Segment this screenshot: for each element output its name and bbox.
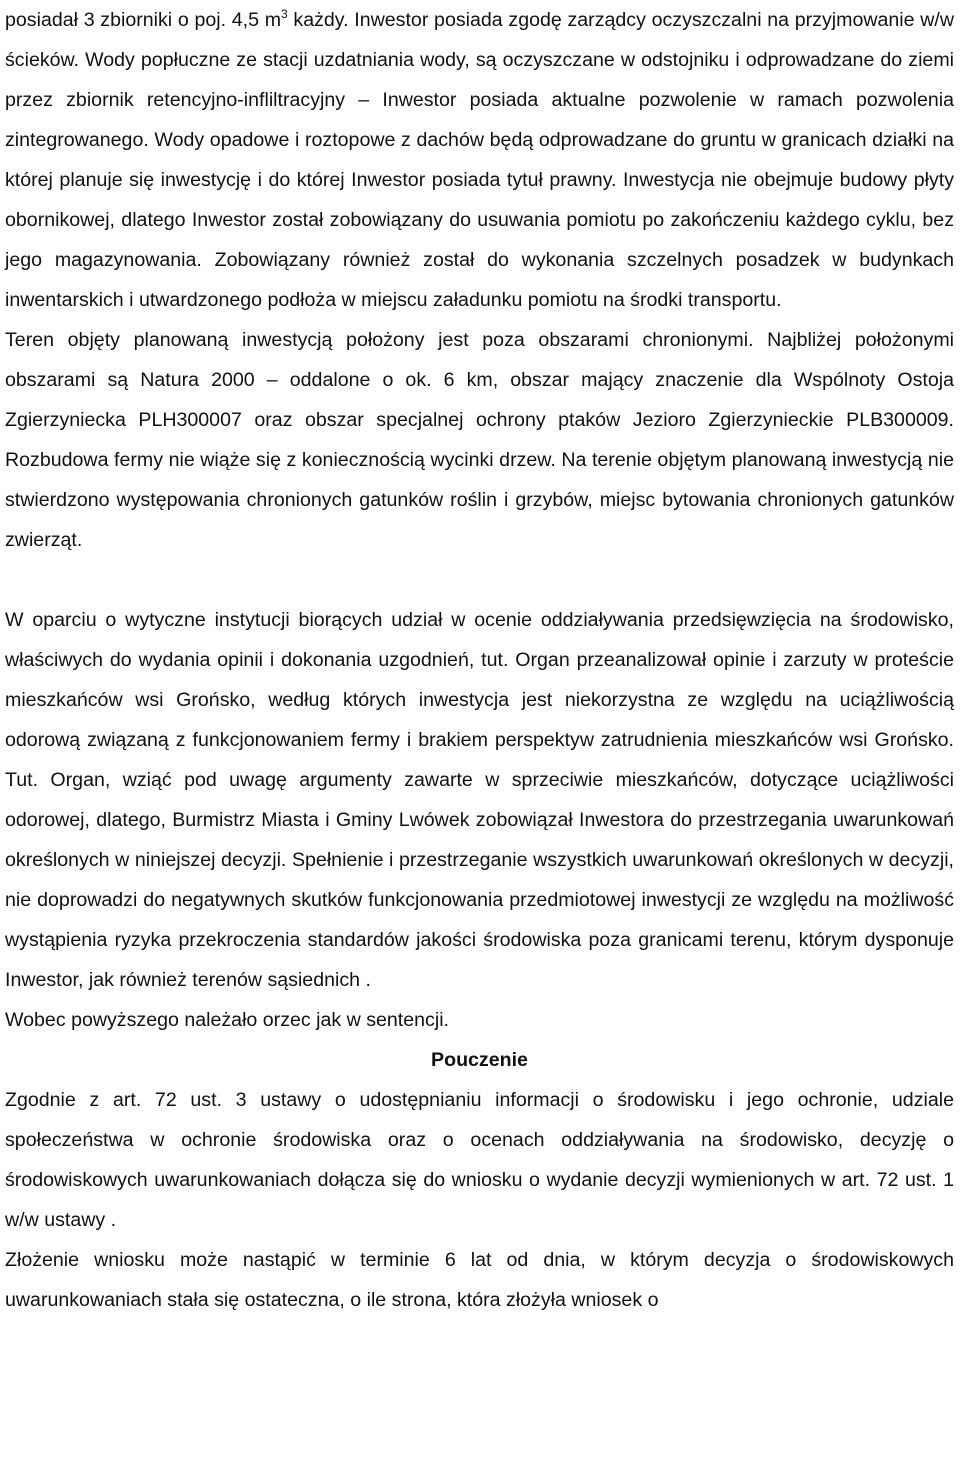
paragraph-instruction: Zgodnie z art. 72 ust. 3 ustawy o udostępnianiu informacji o środowisku i jego ochronie, udziale społeczeństwa w ochronie środowiska oraz o ocenach oddziaływania na środowisko, decyzję o środowiskowych uwarunkowaniach dołącza się do wniosku o wydanie decyzji wymienionych w art. 72 ust. 1 w/w ustawy . xyxy=(5,1089,954,1231)
paragraph-wastewater-rest: każdy. Inwestor posiada zgodę zarządcy oczyszczalni na przyjmowanie w/w ścieków. Wody popłuczne ze stacji uzdatniania wody, są oczyszczane w odstojniku i odprowadzane do ziemi przez zbiornik retencyjno-infliltracyjny – Inwestor posiada aktualne pozwolenie w ramach pozwolenia zintegrowanego. Wody opadowe i roztopowe z dachów będą odprowadzane do gruntu w granicach działki na której planuje się inwestycję i do której Inwestor posiada tytuł prawny. Inwestycja nie obejmuje budowy płyty obornikowej, dlatego Inwestor został zobowiązany do usuwania pomiotu po zakończeniu każdego cyklu, bez jego magazynowania. Zobowiązany również został do wykonania szczelnych posadzek w budynkach inwentarskich i utwardzonego podłoża w miejscu załadunku pomiotu na środki transportu. xyxy=(5,9,954,311)
paragraph-wastewater-lead: posiadał 3 zbiorniki o poj. 4,5 m xyxy=(5,9,282,31)
superscript-cubic: 3 xyxy=(281,7,288,21)
paragraph-conclusion: Wobec powyższego należało orzec jak w sentencji. xyxy=(5,1009,449,1031)
paragraph-wastewater xyxy=(5,0,954,320)
paragraph-protected-areas: Teren objęty planowaną inwestycją położony jest poza obszarami chronionymi. Najbliżej położonymi obszarami są Natura 2000 – oddalone o ok. 6 km, obszar mający znaczenie dla Wspólnoty Ostoja Zgierzyniecka PLH300007 oraz obszar specjalnej ochrony ptaków Jezioro Zgierzynieckie PLB300009. Rozbudowa fermy nie wiąże się z koniecznością wycinki drzew. Na terenie objętym planowaną inwestycją nie stwierdzono występowania chronionych gatunków roślin i grzybów, miejsc bytowania chronionych gatunków zwierząt. xyxy=(5,329,954,551)
section-heading: Pouczenie xyxy=(431,1049,528,1071)
paragraph-analysis: W oparciu o wytyczne instytucji biorących udział w ocenie oddziaływania przedsięwzięcia na środowisko, właściwych do wydania opinii i dokonania uzgodnień, tut. Organ przeanalizował opinie i zarzuty w proteście mieszkańców wsi Grońsko, według których inwestycja jest niekorzystna ze względu na uciążliwością odorową związaną z funkcjonowaniem fermy i brakiem perspektyw zatrudnienia mieszkańców wsi Grońsko. Tut. Organ, wziąć pod uwagę argumenty zawarte w sprzeciwie mieszkańców, dotyczące uciążliwości odorowej, dlatego, Burmistrz Miasta i Gminy Lwówek zobowiązał Inwestora do przestrzegania uwarunkowań określonych w niniejszej decyzji. Spełnienie i przestrzeganie wszystkich uwarunkowań określonych w decyzji, nie doprowadzi do negatywnych skutków funkcjonowania przedmiotowej inwestycji ze względu na możliwość wystąpienia ryzyka przekroczenia standardów jakości środowiska poza granicami terenu, którym dysponuje Inwestor, jak również terenów sąsiednich . xyxy=(5,609,954,991)
paragraph-deadline: Złożenie wniosku może nastąpić w terminie 6 lat od dnia, w którym decyzja o środowiskowych uwarunkowaniach stała się ostateczna, o ile strona, która złożyła wniosek o xyxy=(5,1249,954,1311)
paragraph-gap xyxy=(5,560,954,600)
